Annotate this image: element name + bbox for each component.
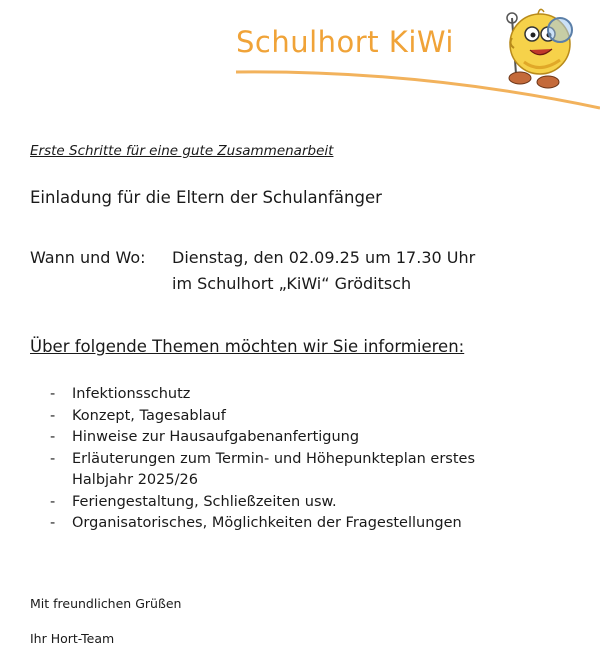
list-item-text: Halbjahr 2025/26	[72, 472, 198, 488]
list-item	[50, 513, 475, 535]
list-dash: -	[50, 386, 56, 402]
event-date-time: Dienstag, den 02.09.25 um 17.30 Uhr	[172, 248, 476, 267]
topic-list	[50, 384, 475, 535]
list-item-text: Feriengestaltung, Schließzeiten usw.	[72, 493, 337, 510]
list-item	[50, 427, 475, 449]
list-item-text: Infektionsschutz	[72, 386, 191, 402]
list-dash: -	[50, 429, 56, 445]
list-item-text: Hinweise zur Hausaufgabenanfertigung	[72, 429, 360, 445]
list-item-text: Erläuterungen zum Termin- und Höhepunkteplan erstes	[72, 450, 476, 467]
list-item	[50, 384, 475, 406]
list-dash: -	[50, 493, 56, 510]
topics-heading: Über folgende Themen möchten wir Sie informieren:	[30, 337, 465, 356]
list-item	[50, 406, 475, 428]
list-dash: -	[50, 515, 56, 531]
list-dash: -	[50, 450, 56, 467]
kiwi-mascot-icon	[494, 4, 584, 92]
signature: Ihr Hort-Team	[30, 631, 115, 646]
list-item-text: Organisatorisches, Möglichkeiten der Fragestellungen	[72, 515, 462, 531]
closing-greeting: Mit freundlichen Grüßen	[30, 596, 182, 611]
event-location: im Schulhort „KiWi“ Gröditsch	[172, 274, 412, 293]
logo-text: Schulhort KiWi	[236, 25, 454, 59]
list-item-continuation	[50, 470, 475, 492]
list-item-text: Konzept, Tagesablauf	[72, 407, 226, 424]
letter-subtitle: Erste Schritte für eine gute Zusammenarbeit	[30, 143, 334, 159]
list-item	[50, 449, 475, 471]
when-where-label: Wann und Wo:	[30, 248, 146, 267]
list-item	[50, 492, 475, 514]
list-dash: -	[50, 407, 56, 424]
letter-header	[0, 0, 600, 120]
invitation-heading: Einladung für die Eltern der Schulanfänger	[30, 188, 382, 207]
